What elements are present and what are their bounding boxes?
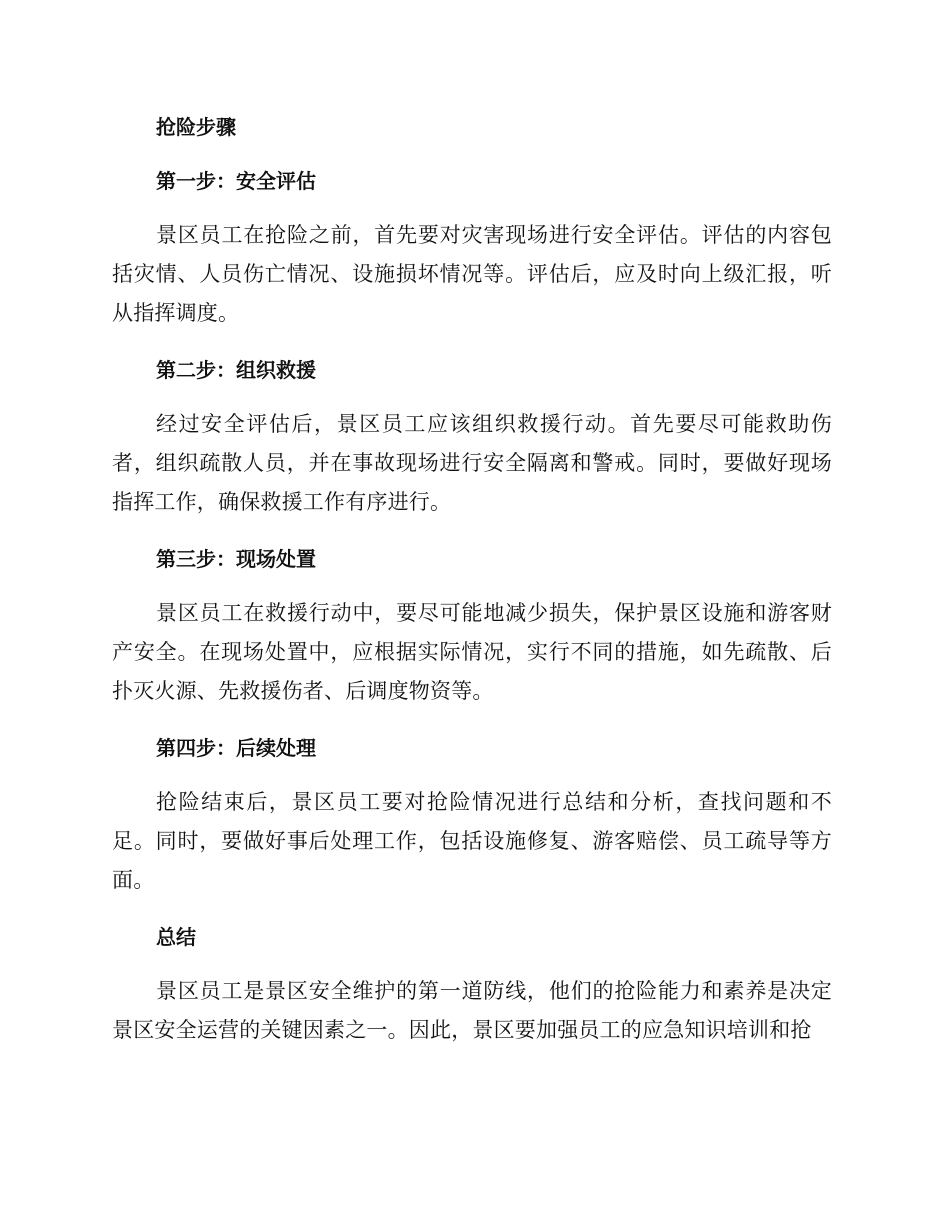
step-4-heading: 第四步：后续处理 — [156, 736, 316, 760]
summary-paragraph: 景区员工是景区安全维护的第一道防线，他们的抢险能力和素养是决定景区安全运营的关键因素之一。因此，景区要加强员工的应急知识培训和抢 — [112, 979, 832, 1042]
document-content — [112, 108, 832, 1050]
step-2-paragraph: 经过安全评估后，景区员工应该组织救援行动。首先要尽可能救助伤者，组织疏散人员，并在事故现场进行安全隔离和警戒。同时，要做好现场指挥工作，确保救援工作有序进行。 — [112, 412, 832, 514]
step-3-paragraph: 景区员工在救援行动中，要尽可能地减少损失，保护景区设施和游客财产安全。在现场处置中，应根据实际情况，实行不同的措施，如先疏散、后扑灭火源、先救援伤者、后调度物资等。 — [112, 601, 832, 703]
section-title: 抢险步骤 — [156, 115, 236, 139]
step-1-paragraph: 景区员工在抢险之前，首先要对灾害现场进行安全评估。评估的内容包括灾情、人员伤亡情况、设施损坏情况等。评估后，应及时向上级汇报，听从指挥调度。 — [112, 223, 832, 325]
step-3-heading: 第三步：现场处置 — [156, 547, 316, 571]
step-1-heading: 第一步：安全评估 — [156, 169, 316, 193]
summary-heading: 总结 — [156, 925, 196, 949]
step-4-paragraph: 抢险结束后，景区员工要对抢险情况进行总结和分析，查找问题和不足。同时，要做好事后处理工作，包括设施修复、游客赔偿、员工疏导等方面。 — [112, 790, 832, 892]
step-2-heading: 第二步：组织救援 — [156, 358, 316, 382]
